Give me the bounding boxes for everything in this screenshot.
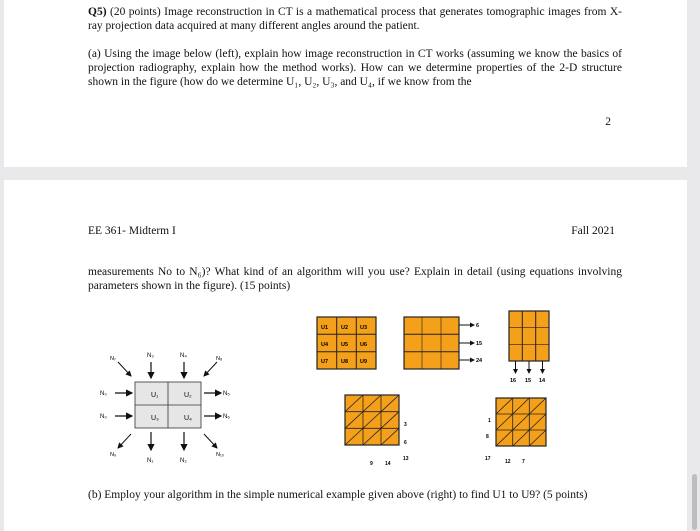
grid-u7: U7 — [321, 359, 329, 365]
labeled-grid — [317, 317, 376, 369]
label-corner-n10: N₁₀ — [216, 452, 225, 458]
right-figure — [300, 310, 570, 480]
grid-u5: U5 — [341, 342, 349, 348]
label-left-n0a: N₀ — [100, 391, 107, 397]
diag2-sum-3: 7 — [522, 459, 525, 465]
label-top-n3: N₃ — [147, 353, 154, 359]
col-sum-1: 16 — [510, 378, 517, 384]
cell-u4: U₄ — [184, 415, 192, 422]
diag1-sum-2: 14 — [385, 461, 391, 467]
diag2-sum-1: 17 — [485, 456, 491, 462]
diagonal-grid-1 — [345, 395, 409, 467]
label-top-n4: N₄ — [180, 353, 187, 359]
cell-u2: U₂ — [184, 392, 192, 399]
grid-u3: U3 — [360, 325, 368, 331]
label-left-n0b: N₀ — [100, 414, 107, 420]
grid-u8: U8 — [341, 359, 349, 365]
label-bottom-n1: N₁ — [147, 458, 154, 464]
column-sum-grid — [509, 311, 549, 384]
label-corner-n7: N₇ — [110, 356, 116, 362]
col-sum-2: 15 — [525, 378, 532, 384]
grid-u4: U4 — [321, 342, 329, 348]
label-right-n5: N₅ — [223, 391, 230, 397]
row-sum-grid — [404, 317, 483, 369]
header-right: Fall 2021 — [571, 225, 615, 237]
cell-u1: U₁ — [151, 392, 159, 399]
diag1-sum-4: 3 — [404, 422, 407, 428]
row-sum-2: 15 — [476, 341, 483, 347]
grid-u1: U1 — [321, 325, 329, 331]
row-sum-3: 24 — [476, 358, 483, 364]
diag2-sum-5: 8 — [486, 434, 489, 440]
cell-u3: U₃ — [151, 415, 159, 422]
part-a-text: (a) Using the image below (left), explain how image reconstruction in CT works (assuming we know the basics of projection radiography, explain how the method works). How can we determine properties of the 2-D structure shown in the figure (how do we determine U₁, U₂, U₃, and U₄, if we know from the — [88, 48, 622, 88]
label-corner-n9: N₉ — [110, 452, 117, 458]
question-intro — [88, 5, 622, 33]
part-b-text: (b) Employ your algorithm in the simple numerical example given above (right) to find U1 to U9? (5 points) — [88, 489, 588, 501]
page-number: 2 — [605, 116, 611, 128]
label-bottom-n2: N₂ — [180, 458, 187, 464]
grid-u9: U9 — [360, 359, 368, 365]
page-top — [4, 0, 687, 167]
continuation-text: measurements No to N₆)? What kind of an algorithm will you use? Explain in detail (using equations involving parameters shown in the figure). (15 points) — [88, 266, 622, 292]
diag1-sum-3: 13 — [403, 456, 409, 462]
diag1-sum-5: 6 — [404, 440, 407, 446]
intro-text: (20 points) Image reconstruction in CT is a mathematical process that generates tomographic images from X-ray projection data acquired at many different angles around the patient. — [88, 6, 622, 32]
header-left: EE 361- Midterm I — [88, 225, 176, 237]
diagonal-grid-2 — [485, 398, 546, 465]
diag1-sum-1: 9 — [370, 461, 373, 467]
grid-u6: U6 — [360, 342, 368, 348]
vertical-scrollbar[interactable] — [692, 474, 697, 530]
row-sum-1: 6 — [476, 323, 480, 329]
diag2-sum-4: 1 — [488, 418, 491, 424]
grid-u2: U2 — [341, 325, 349, 331]
left-figure — [100, 340, 240, 480]
label-corner-n8: N₈ — [216, 356, 223, 362]
question-label: Q5) — [88, 6, 107, 18]
col-sum-3: 14 — [539, 378, 546, 384]
label-right-n6: N₆ — [223, 414, 230, 420]
diag2-sum-2: 12 — [505, 459, 511, 465]
